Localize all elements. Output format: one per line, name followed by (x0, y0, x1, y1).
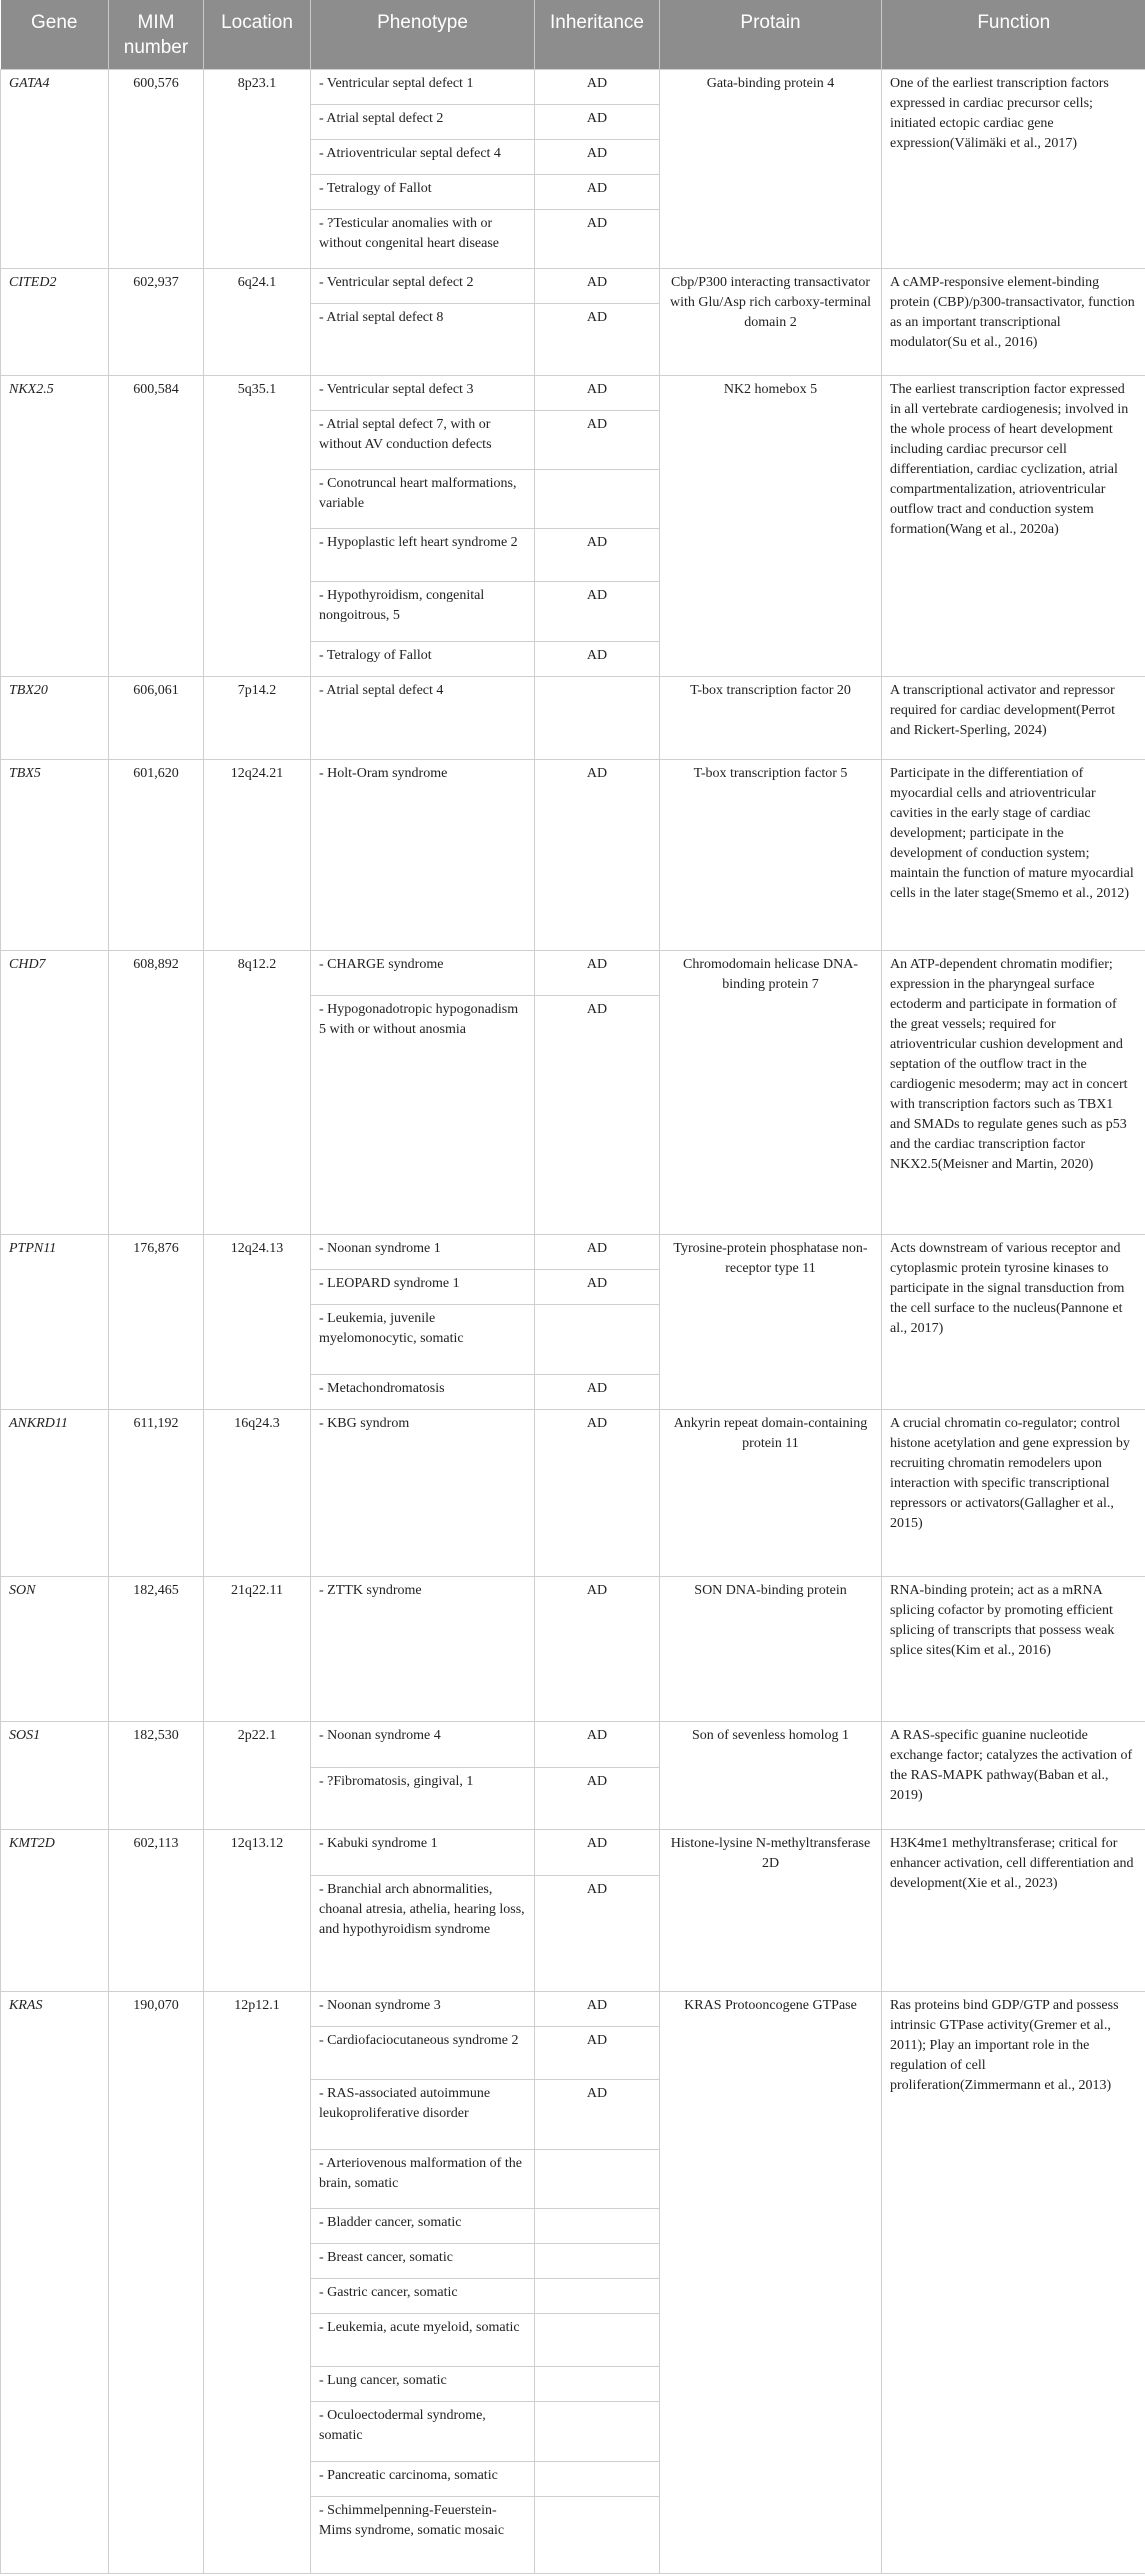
inheritance-cell: AD (535, 376, 660, 411)
gene-cell: ANKRD11 (1, 1410, 109, 1577)
inheritance-cell: AD (535, 104, 660, 139)
inheritance-cell: AD (535, 1375, 660, 1410)
mim-number-cell: 602,113 (109, 1830, 204, 1992)
phenotype-cell: - Hypothyroidism, congenital nongoitrous, 5 (311, 582, 535, 641)
mim-number-cell: 611,192 (109, 1410, 204, 1577)
mim-number-cell: 606,061 (109, 676, 204, 759)
table-row (1, 1992, 1145, 2027)
gene-cell: PTPN11 (1, 1235, 109, 1410)
inheritance-cell: AD (535, 2080, 660, 2150)
col-mim-header: MIM number (109, 0, 204, 69)
function-cell: Ras proteins bind GDP/GTP and possess intrinsic GTPase activity(Gremer et al., 2011); Play an important role in the regulation of cell proliferation(Zimmermann et al., 2013) (882, 1992, 1145, 2574)
inheritance-cell: AD (535, 1830, 660, 1876)
inheritance-cell: AD (535, 1576, 660, 1721)
table-row (1, 676, 1145, 759)
inheritance-cell (535, 2402, 660, 2461)
table-row (1, 376, 1145, 411)
phenotype-cell: - Kabuki syndrome 1 (311, 1830, 535, 1876)
function-cell: A crucial chromatin co-regulator; control histone acetylation and gene expression by recruiting chromatin remodelers upon interaction with specific transcriptional repressors or activators(Gallagher et al., 2015) (882, 1410, 1145, 1577)
table-row (1, 1410, 1145, 1577)
function-cell: A cAMP-responsive element-binding protein (CBP)/p300-transactivator, function as an important transcriptional modulator(Su et al., 2016) (882, 268, 1145, 375)
location-cell: 12q13.12 (204, 1830, 311, 1992)
col-phenotype-header: Phenotype (311, 0, 535, 69)
phenotype-cell: - Gastric cancer, somatic (311, 2279, 535, 2314)
col-function-header: Function (882, 0, 1145, 69)
phenotype-cell: - Noonan syndrome 4 (311, 1721, 535, 1767)
inheritance-cell: AD (535, 209, 660, 268)
location-cell: 7p14.2 (204, 676, 311, 759)
phenotype-cell: - Hypoplastic left heart syndrome 2 (311, 529, 535, 582)
inheritance-cell: AD (535, 582, 660, 641)
table-row (1, 950, 1145, 996)
inheritance-cell (535, 2367, 660, 2402)
phenotype-cell: - LEOPARD syndrome 1 (311, 1270, 535, 1305)
col-inheritance-header: Inheritance (535, 0, 660, 69)
phenotype-cell: - ?Testicular anomalies with or without congenital heart disease (311, 209, 535, 268)
function-cell: Participate in the differentiation of myocardial cells and atrioventricular cavities in the early stage of cardiac development; participate in the development of conduction system; maintain the function of mature myocardial cells in the later stage(Smemo et al., 2012) (882, 759, 1145, 950)
inheritance-cell: AD (535, 1410, 660, 1577)
inheritance-cell: AD (535, 268, 660, 304)
mim-number-cell: 176,876 (109, 1235, 204, 1410)
function-cell: RNA-binding protein; act as a mRNA splicing cofactor by promoting efficient splicing of transcripts that possess weak splice sites(Kim et al., 2016) (882, 1576, 1145, 1721)
gene-cell: TBX5 (1, 759, 109, 950)
inheritance-cell: AD (535, 2027, 660, 2080)
location-cell: 12p12.1 (204, 1992, 311, 2574)
phenotype-cell: - RAS-associated autoimmune leukoproliferative disorder (311, 2080, 535, 2150)
inheritance-cell (535, 2461, 660, 2496)
inheritance-cell: AD (535, 1721, 660, 1767)
phenotype-cell: - CHARGE syndrome (311, 950, 535, 996)
protein-cell: Chromodomain helicase DNA-binding protein 7 (660, 950, 882, 1235)
inheritance-cell: AD (535, 411, 660, 470)
phenotype-cell: - Bladder cancer, somatic (311, 2209, 535, 2244)
phenotype-cell: - Noonan syndrome 3 (311, 1992, 535, 2027)
protein-cell: Cbp/P300 interacting transactivator with Glu/Asp rich carboxy-terminal domain 2 (660, 268, 882, 375)
inheritance-cell (535, 1305, 660, 1375)
location-cell: 8q12.2 (204, 950, 311, 1235)
phenotype-cell: - ZTTK syndrome (311, 1576, 535, 1721)
mim-number-cell: 608,892 (109, 950, 204, 1235)
protein-cell: T-box transcription factor 5 (660, 759, 882, 950)
table-row (1, 1721, 1145, 1767)
function-cell: The earliest transcription factor expressed in all vertebrate cardiogenesis; involved in the whole process of heart development including cardiac precursor cell differentiation, cardiac cyclization, atrial compartmentalization, atrioventricular outflow tract and conduction system formation(Wang et al., 2020a) (882, 376, 1145, 677)
mim-number-cell: 182,465 (109, 1576, 204, 1721)
protein-cell: Ankyrin repeat domain-containing protein 11 (660, 1410, 882, 1577)
gene-cell: TBX20 (1, 676, 109, 759)
function-cell: A RAS-specific guanine nucleotide exchange factor; catalyzes the activation of the RAS-MAPK pathway(Baban et al., 2019) (882, 1721, 1145, 1830)
function-cell: H3K4me1 methyltransferase; critical for enhancer activation, cell differentiation and development(Xie et al., 2023) (882, 1830, 1145, 1992)
location-cell: 2p22.1 (204, 1721, 311, 1830)
inheritance-cell (535, 676, 660, 759)
mim-number-cell: 601,620 (109, 759, 204, 950)
location-cell: 6q24.1 (204, 268, 311, 375)
inheritance-cell: AD (535, 641, 660, 676)
inheritance-cell: AD (535, 950, 660, 996)
inheritance-cell (535, 2314, 660, 2367)
phenotype-cell: - KBG syndrom (311, 1410, 535, 1577)
phenotype-cell: - Noonan syndrome 1 (311, 1235, 535, 1270)
location-cell: 12q24.13 (204, 1235, 311, 1410)
gene-cell: CHD7 (1, 950, 109, 1235)
protein-cell: SON DNA-binding protein (660, 1576, 882, 1721)
table-row (1, 1235, 1145, 1270)
function-cell: A transcriptional activator and repressor required for cardiac development(Perrot and Rickert-Sperling, 2024) (882, 676, 1145, 759)
phenotype-cell: - Metachondromatosis (311, 1375, 535, 1410)
protein-cell: Gata-binding protein 4 (660, 69, 882, 268)
mim-number-cell: 182,530 (109, 1721, 204, 1830)
inheritance-cell (535, 2150, 660, 2209)
phenotype-cell: - Atrial septal defect 7, with or without AV conduction defects (311, 411, 535, 470)
header-row (1, 0, 1145, 69)
phenotype-cell: - Ventricular septal defect 3 (311, 376, 535, 411)
inheritance-cell (535, 2244, 660, 2279)
inheritance-cell: AD (535, 1876, 660, 1992)
protein-cell: KRAS Protooncogene GTPase (660, 1992, 882, 2574)
inheritance-cell: AD (535, 304, 660, 376)
inheritance-cell: AD (535, 1767, 660, 1830)
inheritance-cell: AD (535, 139, 660, 174)
gene-cell: SOS1 (1, 1721, 109, 1830)
inheritance-cell: AD (535, 1992, 660, 2027)
table-row (1, 759, 1145, 950)
location-cell: 8p23.1 (204, 69, 311, 268)
function-cell: An ATP-dependent chromatin modifier; expression in the pharyngeal surface ectoderm and participate in formation of the great vessels; required for atrioventricular cushion development and septation of the outflow tract in the cardiogenic mesoderm; may act in concert with transcription factors such as TBX1 and SMADs to regulate genes such as p53 and the cardiac transcription factor NKX2.5(Meisner and Martin, 2020) (882, 950, 1145, 1235)
table-row (1, 268, 1145, 304)
protein-cell: Tyrosine-protein phosphatase non-receptor type 11 (660, 1235, 882, 1410)
col-gene-header: Gene (1, 0, 109, 69)
phenotype-cell: - Ventricular septal defect 1 (311, 69, 535, 104)
phenotype-cell: - Schimmelpenning-Feuerstein-Mims syndrome, somatic mosaic (311, 2496, 535, 2573)
phenotype-cell: - Oculoectodermal syndrome, somatic (311, 2402, 535, 2461)
table-body (1, 69, 1145, 2574)
phenotype-cell: - Tetralogy of Fallot (311, 641, 535, 676)
gene-cell: KRAS (1, 1992, 109, 2574)
phenotype-cell: - Pancreatic carcinoma, somatic (311, 2461, 535, 2496)
inheritance-cell: AD (535, 996, 660, 1235)
gene-cell: GATA4 (1, 69, 109, 268)
inheritance-cell (535, 2279, 660, 2314)
inheritance-cell: AD (535, 174, 660, 209)
location-cell: 21q22.11 (204, 1576, 311, 1721)
phenotype-cell: - Breast cancer, somatic (311, 2244, 535, 2279)
mim-number-cell: 602,937 (109, 268, 204, 375)
inheritance-cell (535, 2209, 660, 2244)
inheritance-cell: AD (535, 529, 660, 582)
location-cell: 16q24.3 (204, 1410, 311, 1577)
phenotype-cell: - Leukemia, juvenile myelomonocytic, somatic (311, 1305, 535, 1375)
function-cell: Acts downstream of various receptor and cytoplasmic protein tyrosine kinases to participate in the signal transduction from the cell surface to the nucleus(Pannone et al., 2017) (882, 1235, 1145, 1410)
mim-number-cell: 190,070 (109, 1992, 204, 2574)
location-cell: 5q35.1 (204, 376, 311, 677)
phenotype-cell: - Tetralogy of Fallot (311, 174, 535, 209)
inheritance-cell: AD (535, 759, 660, 950)
inheritance-cell (535, 2496, 660, 2573)
protein-cell: NK2 homebox 5 (660, 376, 882, 677)
location-cell: 12q24.21 (204, 759, 311, 950)
inheritance-cell: AD (535, 69, 660, 104)
phenotype-cell: - Lung cancer, somatic (311, 2367, 535, 2402)
table-row (1, 1576, 1145, 1721)
function-cell: One of the earliest transcription factors expressed in cardiac precursor cells; initiated ectopic cardiac gene expression(Välimäki et al., 2017) (882, 69, 1145, 268)
phenotype-cell: - ?Fibromatosis, gingival, 1 (311, 1767, 535, 1830)
phenotype-cell: - Atrial septal defect 8 (311, 304, 535, 376)
phenotype-cell: - Atrioventricular septal defect 4 (311, 139, 535, 174)
phenotype-cell: - Cardiofaciocutaneous syndrome 2 (311, 2027, 535, 2080)
inheritance-cell: AD (535, 1270, 660, 1305)
phenotype-cell: - Hypogonadotropic hypogonadism 5 with or without anosmia (311, 996, 535, 1235)
col-location-header: Location (204, 0, 311, 69)
protein-cell: Son of sevenless homolog 1 (660, 1721, 882, 1830)
phenotype-cell: - Arteriovenous malformation of the brain, somatic (311, 2150, 535, 2209)
table-row (1, 1830, 1145, 1876)
protein-cell: Histone-lysine N-methyltransferase 2D (660, 1830, 882, 1992)
mim-number-cell: 600,584 (109, 376, 204, 677)
mim-number-cell: 600,576 (109, 69, 204, 268)
gene-cell: CITED2 (1, 268, 109, 375)
phenotype-cell: - Atrial septal defect 4 (311, 676, 535, 759)
gene-cell: SON (1, 1576, 109, 1721)
protein-cell: T-box transcription factor 20 (660, 676, 882, 759)
phenotype-cell: - Branchial arch abnormalities, choanal atresia, athelia, hearing loss, and hypothyroidism syndrome (311, 1876, 535, 1992)
phenotype-cell: - Atrial septal defect 2 (311, 104, 535, 139)
phenotype-cell: - Holt-Oram syndrome (311, 759, 535, 950)
col-protein-header: Protain (660, 0, 882, 69)
gene-cell: NKX2.5 (1, 376, 109, 677)
phenotype-cell: - Ventricular septal defect 2 (311, 268, 535, 304)
inheritance-cell: AD (535, 1235, 660, 1270)
table-row (1, 69, 1145, 104)
phenotype-cell: - Conotruncal heart malformations, variable (311, 470, 535, 529)
gene-cell: KMT2D (1, 1830, 109, 1992)
phenotype-cell: - Leukemia, acute myeloid, somatic (311, 2314, 535, 2367)
inheritance-cell (535, 470, 660, 529)
